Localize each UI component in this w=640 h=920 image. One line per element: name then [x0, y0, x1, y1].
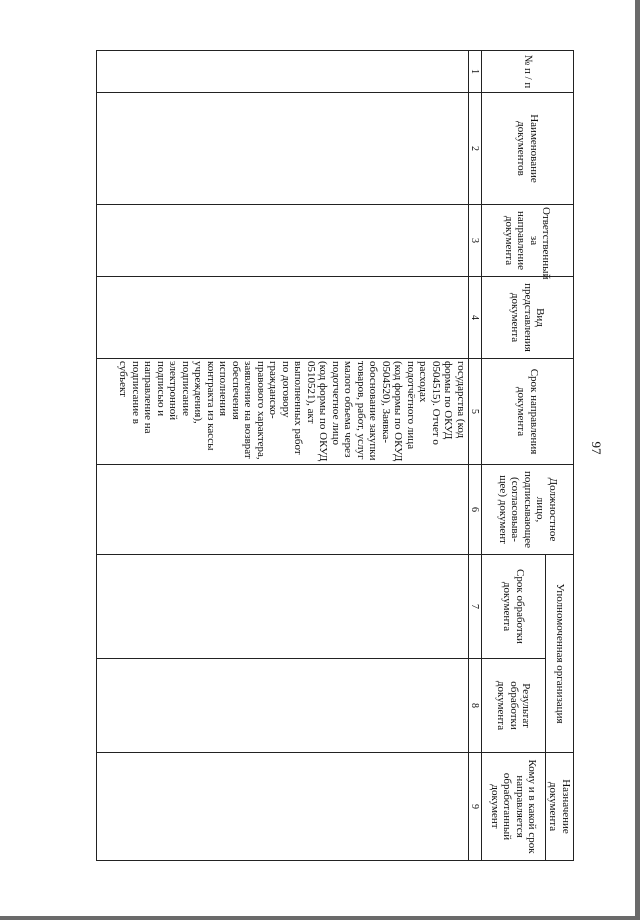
- header-group-purpose: Назначение документа: [546, 753, 574, 861]
- header-processing-result: Результат обработки документа: [482, 659, 546, 753]
- column-number: 7: [469, 555, 482, 659]
- cell-representation: [97, 277, 469, 359]
- page-number: 97: [589, 441, 604, 455]
- column-number: 4: [469, 277, 482, 359]
- scan-edge-bottom: [0, 916, 640, 920]
- header-official: Должностное лицо, подписывающее (согласовыва-щее) документ: [482, 465, 574, 555]
- scan-edge-right: [635, 0, 640, 920]
- header-document-name: Наименование документов: [482, 93, 574, 205]
- column-number: 3: [469, 205, 482, 277]
- cell-number: [97, 51, 469, 93]
- cell-processing-result: [97, 659, 469, 753]
- document-routing-table: [96, 50, 574, 861]
- column-number: 2: [469, 93, 482, 205]
- header-representation: Вид представления документа: [482, 277, 574, 359]
- cell-processing-deadline: [97, 555, 469, 659]
- column-number: 6: [469, 465, 482, 555]
- column-number: 9: [469, 753, 482, 861]
- cell-deadline: государства (код формы по ОКУД 0504515). Отчет о расходах подотчётного лица (код формы по ОКУД 0504520), Заявка-обоснование закупки товаров, работ, услуг малого объема через подотчетное лицо (код формы по ОКУД 0510521), акт выполненных работ по договору гражданско-правового характера, заявление на возврат обеспечения исполнения контракта из кассы учреждения), подписание электронной подписью и направление на подписание в субъект: [97, 359, 469, 465]
- header-responsible: Ответственный за направление документа: [482, 205, 574, 277]
- table-row: [97, 51, 469, 861]
- header-processing-deadline: Срок обработки документа: [482, 555, 546, 659]
- column-numbers-row: [469, 51, 482, 861]
- column-number: 5: [469, 359, 482, 465]
- header-number: № п / п: [482, 51, 574, 93]
- cell-document-name: [97, 93, 469, 205]
- rotated-table-wrapper: [96, 50, 574, 860]
- cell-responsible: [97, 205, 469, 277]
- header-recipient: Кому и в какой срок направляется обработанный документ: [482, 753, 546, 861]
- header-deadline: Срок направления документа: [482, 359, 574, 465]
- column-number: 8: [469, 659, 482, 753]
- column-number: 1: [469, 51, 482, 93]
- header-group-authorized-organization: Уполномоченная организация: [546, 555, 574, 753]
- cell-official: [97, 465, 469, 555]
- cell-recipient: [97, 753, 469, 861]
